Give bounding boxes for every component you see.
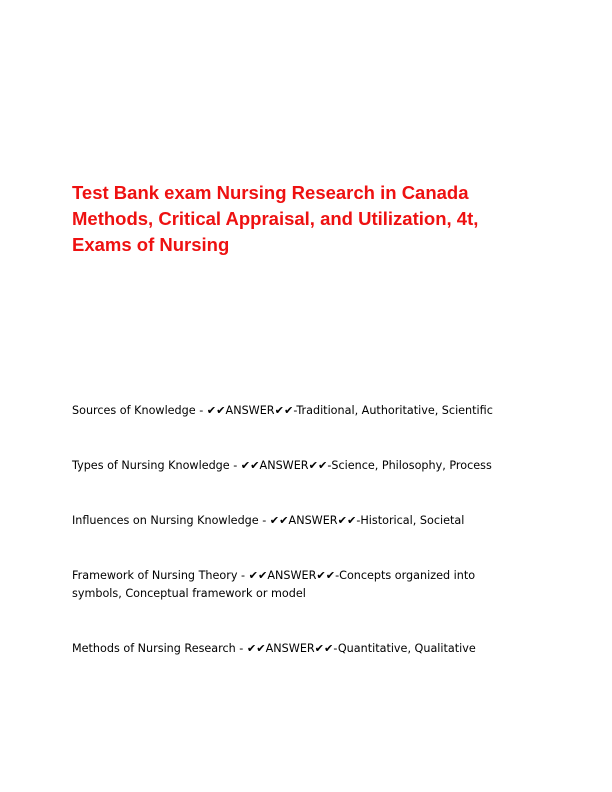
qa-entry-influences-on-nursing-knowledge xyxy=(72,512,542,530)
qa-entry-types-of-nursing-knowledge xyxy=(72,457,542,475)
document-title-line: Methods, Critical Appraisal, and Utilization, 4t, xyxy=(72,208,479,229)
qa-entry-line: Sources of Knowledge - ✔✔ANSWER✔✔-Traditional, Authoritative, Scientific xyxy=(72,404,493,417)
document-title-line: Exams of Nursing xyxy=(72,234,230,255)
qa-entry-line: Framework of Nursing Theory - ✔✔ANSWER✔✔-Concepts organized into xyxy=(72,569,476,582)
document-title xyxy=(72,180,542,258)
qa-entry-line: Methods of Nursing Research - ✔✔ANSWER✔✔-Quantitative, Qualitative xyxy=(72,642,476,655)
qa-entry-line: symbols, Conceptual framework or model xyxy=(72,587,306,600)
qa-entry-sources-of-knowledge xyxy=(72,402,542,420)
qa-entry-line: Influences on Nursing Knowledge - ✔✔ANSWER✔✔-Historical, Societal xyxy=(72,514,465,527)
qa-entry-methods-of-nursing-research xyxy=(72,640,542,658)
qa-entry-line: Types of Nursing Knowledge - ✔✔ANSWER✔✔-Science, Philosophy, Process xyxy=(72,459,492,472)
document-title-line: Test Bank exam Nursing Research in Canada xyxy=(72,182,469,203)
qa-entry-framework-of-nursing-theory xyxy=(72,567,542,603)
